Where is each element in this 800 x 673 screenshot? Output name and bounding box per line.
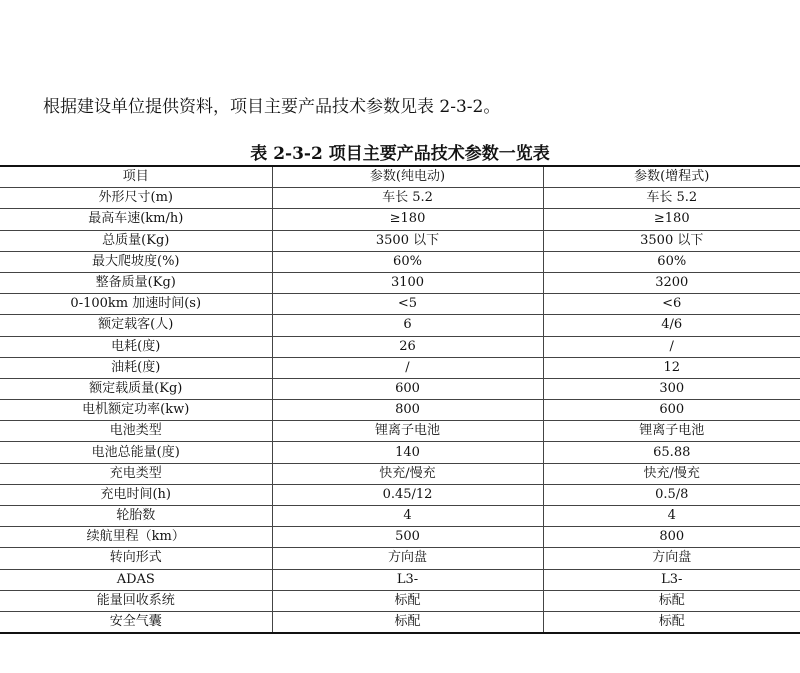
row-electric-cell: / (272, 357, 543, 378)
row-range-extended-cell: <6 (543, 294, 800, 315)
table-row (0, 230, 800, 251)
row-electric-cell: 140 (272, 442, 543, 463)
row-item-cell: 能量回收系统 (0, 590, 272, 611)
row-item-cell: 电机额定功率(kw) (0, 400, 272, 421)
row-range-extended-cell: 锂离子电池 (543, 421, 800, 442)
row-item-cell: 电池总能量(度) (0, 442, 272, 463)
row-range-extended-cell: 600 (543, 400, 800, 421)
row-electric-cell: <5 (272, 294, 543, 315)
row-electric-cell: 3100 (272, 272, 543, 293)
table-header-row (0, 166, 800, 188)
row-range-extended-cell: 800 (543, 527, 800, 548)
row-item-cell: 充电时间(h) (0, 484, 272, 505)
row-item-cell: 外形尺寸(m) (0, 188, 272, 209)
row-range-extended-cell: 3500 以下 (543, 230, 800, 251)
table-row (0, 188, 800, 209)
table-row (0, 272, 800, 293)
table-row (0, 315, 800, 336)
table-row (0, 251, 800, 272)
row-electric-cell: 600 (272, 378, 543, 399)
row-range-extended-cell: L3- (543, 569, 800, 590)
row-electric-cell: 60% (272, 251, 543, 272)
header-range-extended: 参数(增程式) (543, 166, 800, 188)
row-electric-cell: 800 (272, 400, 543, 421)
row-electric-cell: 标配 (272, 590, 543, 611)
row-range-extended-cell: 60% (543, 251, 800, 272)
row-item-cell: 最高车速(km/h) (0, 209, 272, 230)
row-item-cell: 转向形式 (0, 548, 272, 569)
row-item-cell: 油耗(度) (0, 357, 272, 378)
row-range-extended-cell: 300 (543, 378, 800, 399)
table-row (0, 209, 800, 230)
row-range-extended-cell: 标配 (543, 590, 800, 611)
header-item: 项目 (0, 166, 272, 188)
table-body (0, 188, 800, 633)
table-row (0, 400, 800, 421)
row-range-extended-cell: 快充/慢充 (543, 463, 800, 484)
row-range-extended-cell: 4/6 (543, 315, 800, 336)
table-row (0, 421, 800, 442)
row-electric-cell: 车长 5.2 (272, 188, 543, 209)
table-caption: 表 2-3-2 项目主要产品技术参数一览表 (250, 144, 550, 164)
row-electric-cell: 3500 以下 (272, 230, 543, 251)
table-row (0, 590, 800, 611)
row-electric-cell: 0.45/12 (272, 484, 543, 505)
row-electric-cell: 500 (272, 527, 543, 548)
row-electric-cell: 4 (272, 506, 543, 527)
intro-paragraph: 根据建设单位提供资料，项目主要产品技术参数见表 2-3-2。 (43, 97, 501, 117)
row-range-extended-cell: / (543, 336, 800, 357)
row-range-extended-cell: 方向盘 (543, 548, 800, 569)
row-range-extended-cell: 12 (543, 357, 800, 378)
row-range-extended-cell: 0.5/8 (543, 484, 800, 505)
row-item-cell: 安全气囊 (0, 611, 272, 633)
row-range-extended-cell: 65.88 (543, 442, 800, 463)
row-item-cell: 整备质量(Kg) (0, 272, 272, 293)
table-header (0, 166, 800, 188)
table-row (0, 336, 800, 357)
row-item-cell: 电耗(度) (0, 336, 272, 357)
table-row (0, 611, 800, 633)
table-row (0, 548, 800, 569)
table-row (0, 527, 800, 548)
table-row (0, 463, 800, 484)
row-item-cell: 电池类型 (0, 421, 272, 442)
row-electric-cell: 方向盘 (272, 548, 543, 569)
row-electric-cell: 锂离子电池 (272, 421, 543, 442)
row-item-cell: 额定载质量(Kg) (0, 378, 272, 399)
row-range-extended-cell: 标配 (543, 611, 800, 633)
row-electric-cell: 标配 (272, 611, 543, 633)
row-electric-cell: ≥180 (272, 209, 543, 230)
row-range-extended-cell: 3200 (543, 272, 800, 293)
table-row (0, 357, 800, 378)
table-row (0, 506, 800, 527)
row-item-cell: 总质量(Kg) (0, 230, 272, 251)
row-range-extended-cell: ≥180 (543, 209, 800, 230)
header-electric: 参数(纯电动) (272, 166, 543, 188)
row-item-cell: 额定载客(人) (0, 315, 272, 336)
row-electric-cell: 6 (272, 315, 543, 336)
table-row (0, 442, 800, 463)
row-item-cell: 续航里程（km） (0, 527, 272, 548)
row-item-cell: 轮胎数 (0, 506, 272, 527)
row-item-cell: 最大爬坡度(%) (0, 251, 272, 272)
table-row (0, 294, 800, 315)
product-parameters-table (0, 165, 800, 634)
row-electric-cell: 快充/慢充 (272, 463, 543, 484)
row-electric-cell: L3- (272, 569, 543, 590)
table-row (0, 569, 800, 590)
row-range-extended-cell: 4 (543, 506, 800, 527)
table-row (0, 484, 800, 505)
row-item-cell: ADAS (0, 569, 272, 590)
row-electric-cell: 26 (272, 336, 543, 357)
row-item-cell: 0-100km 加速时间(s) (0, 294, 272, 315)
table-row (0, 378, 800, 399)
row-range-extended-cell: 车长 5.2 (543, 188, 800, 209)
row-item-cell: 充电类型 (0, 463, 272, 484)
